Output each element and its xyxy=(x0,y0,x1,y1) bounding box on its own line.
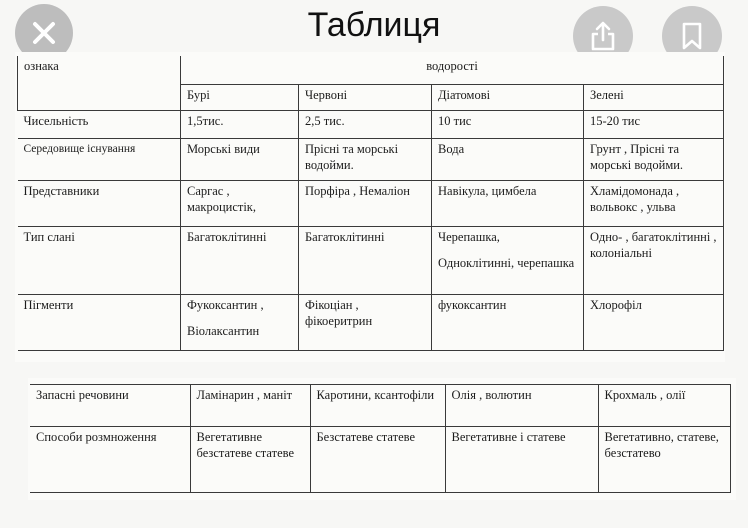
table-cell: 10 тис xyxy=(432,110,584,138)
table-cell: Вегетативне і статеве xyxy=(445,427,598,493)
table-row xyxy=(18,138,724,180)
table-row xyxy=(18,294,724,350)
table-cell: Хлорофіл xyxy=(584,294,724,350)
table-cell: 1,5тис. xyxy=(181,110,299,138)
table-cell: Крохмаль , олії xyxy=(598,385,730,427)
row-label: Середовище існування xyxy=(18,138,181,180)
table-cell: 15-20 тис xyxy=(584,110,724,138)
feature-header-cell xyxy=(18,56,181,110)
table-cell: Ламінарин , маніт xyxy=(190,385,310,427)
table-row xyxy=(18,180,724,226)
table-cell xyxy=(432,226,584,294)
bookmark-icon xyxy=(680,21,704,51)
table-cell: Грунт , Прісні та морські водойми. xyxy=(584,138,724,180)
table-cell: Хламідомонада , вольвокс , ульва xyxy=(584,180,724,226)
traits-table-sheet xyxy=(15,52,725,362)
table-row xyxy=(30,427,730,493)
row-label: Чисельність xyxy=(18,110,181,138)
table-cell: Безстатеве статеве xyxy=(310,427,445,493)
cell-line: Одноклітинні, черепашка xyxy=(438,255,575,270)
table-cell: Морські види xyxy=(181,138,299,180)
table-cell: Вегетативно, статеве, безстатево xyxy=(598,427,730,493)
table-cell: Вода xyxy=(432,138,584,180)
reserves-reproduction-table xyxy=(30,384,731,493)
table-header-row xyxy=(18,56,724,84)
column-header: Бурі xyxy=(181,84,299,110)
cell-line: Фукоксантин , xyxy=(187,297,264,312)
table-cell: Порфіра , Немаліон xyxy=(299,180,432,226)
table-cell: Саргас , макроцистік, xyxy=(181,180,299,226)
column-header: Діатомові xyxy=(432,84,584,110)
table-row xyxy=(18,110,724,138)
row-label: Запасні речовини xyxy=(30,385,190,427)
table-cell xyxy=(181,294,299,350)
reserves-table-sheet xyxy=(28,378,736,500)
algae-traits-table xyxy=(17,56,724,351)
table-cell: Навікула, цимбела xyxy=(432,180,584,226)
feature-header: ознака xyxy=(24,59,59,73)
table-cell: Прісні та морські водойми. xyxy=(299,138,432,180)
top-bar xyxy=(0,0,748,60)
table-cell: Каротини, ксантофіли xyxy=(310,385,445,427)
column-header: Червоні xyxy=(299,84,432,110)
table-cell: Олія , волютин xyxy=(445,385,598,427)
table-cell: Фікоціан , фікоеритрин xyxy=(299,294,432,350)
cell-line: Черепашка, xyxy=(438,229,500,244)
row-label: Пігменти xyxy=(18,294,181,350)
table-cell: Вегетативне безстатеве статеве xyxy=(190,427,310,493)
algae-group-header-cell xyxy=(181,56,724,84)
row-label: Представники xyxy=(18,180,181,226)
row-label: Способи розмноження xyxy=(30,427,190,493)
table-cell: 2,5 тис. xyxy=(299,110,432,138)
table-cell: Багатоклітинні xyxy=(181,226,299,294)
table-cell: Одно- , багатоклітинні , колоніальні xyxy=(584,226,724,294)
table-cell: фукоксантин xyxy=(432,294,584,350)
page-title: Таблиця xyxy=(307,6,441,44)
table-cell: Багатоклітинні xyxy=(299,226,432,294)
table-row xyxy=(18,226,724,294)
cell-line: Віолаксантин xyxy=(187,323,260,338)
algae-group-header: водорості xyxy=(426,59,478,73)
row-label: Тип слані xyxy=(18,226,181,294)
share-icon xyxy=(588,20,618,52)
column-header: Зелені xyxy=(584,84,724,110)
table-row xyxy=(30,385,730,427)
